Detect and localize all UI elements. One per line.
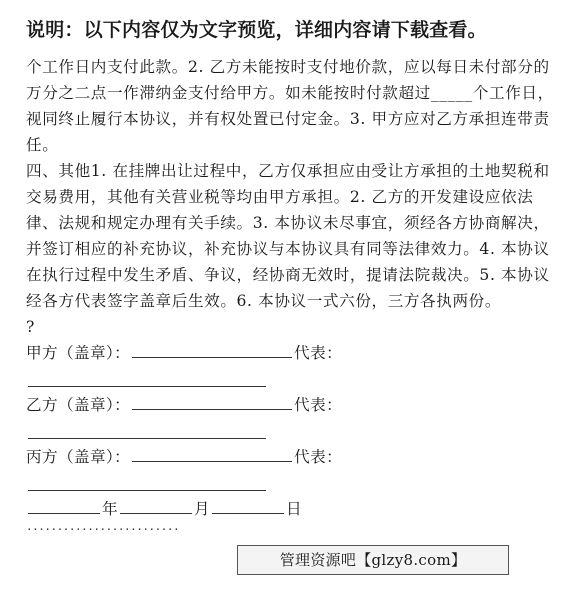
date-row: [26, 496, 556, 522]
party-b-label: 乙方（盖章）：: [26, 396, 131, 414]
party-c-rep-label: 代表：: [294, 448, 343, 466]
party-c-rep-line: [26, 470, 556, 496]
party-c-label: 丙方（盖章）：: [26, 448, 131, 466]
party-a-rep-label: 代表：: [294, 344, 343, 362]
signature-row-party-a: [26, 340, 556, 366]
signature-row-party-b: [26, 392, 556, 418]
paragraph-payment: 个工作日内支付此款。2. 乙方未能按时支付地价款，应以每日未付部分的万分之二点一作滞纳金支付给甲方。如未能按时付款超过_____个工作日，视同终止履行本协议，并有权处置已付定金。3. 甲方应对乙方承担连带责任。: [26, 58, 554, 154]
signature-row-party-c: [26, 444, 556, 470]
party-a-rep-line: [26, 366, 556, 392]
paragraph-other: 四、其他1. 在挂牌出让过程中，乙方仅承担应由受让方承担的土地契税和交易费用，其他有关营业税等均由甲方承担。2. 乙方的开发建设应依法律、法规和规定办理有关手续。3. 本协议未尽事宜，须经各方协商解决，并签订相应的补充协议，补充协议与本协议具有同等法律效力。4. 本协议在执行过程中发生矛盾、争议，经协商无效时，提请法院裁决。5. 本协议经各方代表签字盖章后生效。6. 本协议一式六份，三方各执两份。: [26, 162, 550, 310]
party-b-rep-line: [26, 418, 556, 444]
party-a-rep-blank: [28, 370, 266, 387]
document: [26, 14, 556, 536]
party-b-rep-blank: [28, 422, 266, 439]
year-label: 年: [102, 500, 118, 518]
party-a-label: 甲方（盖章）：: [26, 344, 131, 362]
party-a-seal-blank: [132, 341, 292, 358]
party-c-seal-blank: [132, 445, 292, 462]
year-blank: [28, 497, 100, 514]
question-mark: ?: [26, 318, 35, 336]
party-b-seal-blank: [132, 393, 292, 410]
footer-watermark-link[interactable]: 管理资源吧【glzy8.com】: [237, 545, 509, 575]
day-blank: [212, 497, 284, 514]
party-c-rep-blank: [28, 474, 266, 491]
month-label: 月: [194, 500, 210, 518]
preview-notice: 说明：以下内容仅为文字预览，详细内容请下载查看。: [26, 19, 487, 41]
signature-block: [26, 340, 556, 522]
dotted-separator: ·························: [26, 523, 180, 536]
day-label: 日: [286, 500, 302, 518]
party-b-rep-label: 代表：: [294, 396, 343, 414]
month-blank: [120, 497, 192, 514]
